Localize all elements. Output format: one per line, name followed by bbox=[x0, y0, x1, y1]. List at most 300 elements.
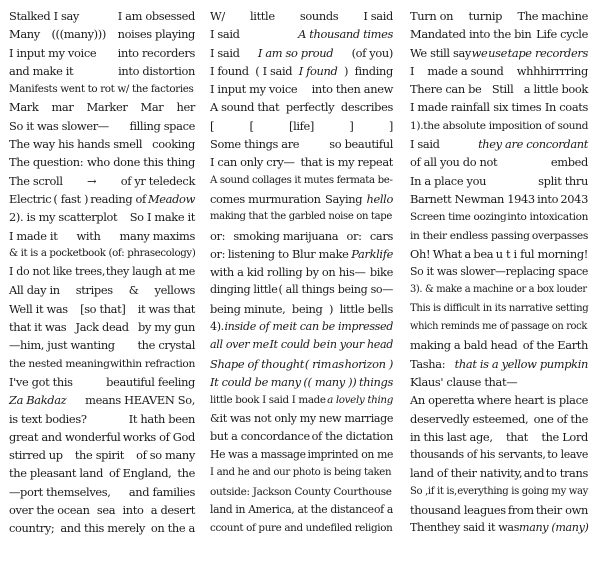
poem-fragment: → bbox=[87, 173, 97, 188]
poem-fragment: noises playing bbox=[117, 27, 195, 42]
poem-fragment: [ bbox=[210, 118, 215, 133]
poem-line bbox=[210, 117, 393, 135]
poem-fragment: I made it bbox=[9, 228, 58, 243]
poem-fragment: they are concordant bbox=[478, 137, 588, 152]
poem-line bbox=[210, 446, 393, 464]
poem-fragment: I found bbox=[298, 63, 338, 78]
poem-fragment: it was that bbox=[137, 301, 195, 316]
poem-fragment: into bbox=[122, 503, 144, 518]
poem-fragment: making that the garbled noise on tape bbox=[210, 211, 392, 223]
poem-fragment: So I make it bbox=[129, 210, 195, 225]
poem-fragment: and this merely bbox=[60, 521, 145, 536]
poem-fragment: a lovely thing bbox=[327, 394, 393, 407]
poem-line bbox=[410, 464, 588, 482]
poem-line bbox=[210, 135, 393, 153]
poem-fragment: Well it was bbox=[9, 301, 68, 316]
poem-fragment: works of God bbox=[122, 429, 195, 444]
poem-fragment: over the ocean bbox=[9, 503, 90, 518]
poem-fragment: Some things are bbox=[210, 137, 300, 152]
poem-fragment: they laugh at me bbox=[105, 265, 195, 279]
poem-fragment: on the a bbox=[150, 521, 195, 536]
poem-line bbox=[9, 263, 195, 281]
poem-fragment: A thousand times bbox=[298, 27, 393, 42]
poem-fragment: ( I said bbox=[255, 63, 293, 78]
poem-fragment: so beautiful bbox=[329, 137, 393, 152]
poem-line bbox=[410, 98, 588, 116]
poem-line bbox=[9, 25, 195, 43]
poem-line bbox=[210, 153, 393, 171]
poem-line bbox=[9, 44, 195, 62]
poem-fragment: Meadow bbox=[147, 191, 195, 206]
poem-fragment: of a bbox=[374, 503, 393, 517]
poem-line bbox=[210, 245, 393, 263]
poem-fragment: by my gun bbox=[137, 320, 195, 335]
poem-line bbox=[210, 208, 393, 226]
poem-line bbox=[210, 44, 393, 62]
poem-fragment: ] bbox=[349, 118, 354, 133]
poem-fragment: who done this thing bbox=[87, 155, 195, 170]
poem-line bbox=[9, 519, 195, 537]
poem-fragment: ccount of pure and undefiled religion bbox=[210, 522, 393, 535]
poem-fragment: I made rainfall bbox=[410, 100, 490, 115]
poem-fragment: stirred up bbox=[9, 448, 63, 463]
poem-fragment: many maxims bbox=[119, 228, 195, 243]
poem-line bbox=[210, 519, 393, 537]
poem-fragment: W/ bbox=[210, 9, 225, 23]
poem-line bbox=[9, 208, 195, 226]
poem-fragment: Oh! bbox=[410, 246, 431, 261]
poem-fragment: Shape of thought bbox=[210, 356, 304, 371]
poem-line bbox=[9, 391, 195, 409]
poem-line bbox=[9, 318, 195, 336]
poem-fragment: ( all things being so— bbox=[278, 283, 393, 297]
poem-line bbox=[9, 227, 195, 245]
poem-line bbox=[410, 373, 588, 391]
poem-line bbox=[210, 318, 393, 336]
poem-fragment: The way his hands smell bbox=[9, 137, 143, 152]
poem-fragment: their own bbox=[535, 503, 588, 518]
poem-line bbox=[210, 355, 393, 373]
poem-fragment: The scroll bbox=[9, 173, 63, 188]
poem-fragment: to trans bbox=[545, 466, 588, 481]
poem-line bbox=[410, 519, 588, 537]
poem-fragment: it can be impressed bbox=[289, 320, 393, 334]
poem-fragment: and bbox=[523, 466, 545, 481]
poem-line bbox=[410, 25, 588, 43]
poem-fragment: they said it was bbox=[436, 521, 520, 535]
poem-fragment: listening to Blur make bbox=[227, 246, 349, 261]
poem-fragment: of so many bbox=[136, 448, 195, 463]
poem-fragment: of the dictation bbox=[311, 429, 393, 443]
poem-fragment: Turn on bbox=[410, 9, 454, 23]
poem-line bbox=[210, 428, 393, 446]
poem-line bbox=[9, 483, 195, 501]
poem-line bbox=[9, 428, 195, 446]
poem-line bbox=[210, 410, 393, 428]
poem-fragment: the Lord bbox=[541, 429, 588, 444]
poem-fragment: ( fast ) bbox=[53, 191, 89, 206]
poem-fragment: a desert bbox=[150, 503, 195, 518]
poem-fragment: bea bbox=[473, 246, 494, 261]
poem-fragment: the nested meaning bbox=[9, 356, 110, 370]
poem-line bbox=[210, 172, 393, 190]
poem-line bbox=[410, 501, 588, 519]
poem-line bbox=[210, 227, 393, 245]
poem-fragment: I found bbox=[210, 63, 249, 78]
poem-line bbox=[410, 355, 588, 373]
poem-fragment: it was not only my new marriage bbox=[219, 411, 394, 425]
poem-fragment: & it is a pocketbook (of: phrasecology) bbox=[9, 247, 196, 259]
poem-fragment: Stalked I say bbox=[9, 9, 80, 23]
poem-fragment: of England, bbox=[108, 466, 172, 481]
poem-fragment: that it was bbox=[9, 320, 67, 335]
poem-line bbox=[210, 391, 393, 409]
poem-line bbox=[410, 336, 588, 354]
poem-fragment: finding bbox=[354, 63, 393, 78]
poem-fragment: is text bodies? bbox=[9, 411, 87, 426]
poem-fragment: In coats bbox=[544, 100, 588, 115]
poem-line bbox=[410, 428, 588, 446]
poem-fragment: Mar bbox=[140, 100, 164, 115]
poem-line bbox=[410, 263, 588, 281]
poem-fragment: It could be bbox=[269, 338, 326, 352]
poem-fragment: Then bbox=[410, 521, 437, 535]
poem-fragment: split thru bbox=[538, 173, 588, 188]
poem-fragment: hello bbox=[366, 191, 393, 206]
poem-fragment: Marker bbox=[86, 100, 128, 115]
poem-fragment: into distortion bbox=[118, 63, 195, 78]
poem-fragment: So it was slower— bbox=[9, 118, 109, 133]
poem-fragment: There can be bbox=[410, 82, 482, 97]
poem-fragment: to leave bbox=[547, 448, 588, 462]
poem-fragment: use bbox=[488, 45, 507, 60]
poem-line bbox=[9, 80, 195, 98]
poem-fragment: I am so proud bbox=[257, 45, 334, 60]
poem-fragment: being bbox=[291, 301, 323, 316]
poem-line bbox=[210, 263, 393, 281]
poem-fragment: He was a massage bbox=[210, 448, 306, 462]
poem-fragment: comes murmuration bbox=[210, 191, 321, 206]
poem-fragment: imprinted on me bbox=[307, 448, 393, 462]
poem-fragment: 4). bbox=[210, 320, 224, 334]
poem-fragment: (((many))) bbox=[51, 27, 106, 42]
poem-fragment: the crystal bbox=[137, 338, 195, 353]
poem-fragment: A sound collages it mutes fermata be- bbox=[210, 174, 393, 186]
poem-fragment: of yr teledeck bbox=[120, 173, 195, 188]
poem-fragment: 3). & make a machine or a box louder bbox=[410, 284, 587, 296]
poem-line bbox=[410, 227, 588, 245]
poem-line bbox=[9, 135, 195, 153]
poem-line bbox=[410, 318, 588, 336]
poem-line bbox=[9, 7, 195, 25]
poem-fragment: that bbox=[506, 429, 528, 444]
poem-fragment: filling space bbox=[129, 118, 195, 133]
poem-fragment: It hath been bbox=[128, 411, 195, 426]
poem-fragment: I can only cry— bbox=[210, 155, 295, 170]
poem-fragment: the pleasant land bbox=[9, 466, 104, 481]
poem-fragment: in their endless passing bbox=[410, 228, 530, 242]
poem-fragment: I do not like trees, bbox=[9, 265, 106, 279]
poem-fragment: thousands of his servants, bbox=[410, 448, 546, 462]
poem-fragment: with a kid rolling by on his— bbox=[210, 265, 366, 280]
poem-fragment: but a concordance bbox=[210, 429, 310, 443]
poem-fragment: Screen time oozing bbox=[410, 211, 507, 224]
poem-line bbox=[210, 501, 393, 519]
poem-fragment: into bbox=[537, 191, 559, 206]
poem-fragment: into then anew bbox=[311, 82, 393, 97]
poem-fragment: Saying bbox=[324, 191, 363, 206]
poem-fragment: many (many) bbox=[519, 521, 589, 535]
poem-column-2 bbox=[210, 7, 393, 538]
poem-fragment: I said bbox=[210, 27, 240, 42]
poem-fragment: What bbox=[432, 246, 462, 261]
poem-line bbox=[210, 25, 393, 43]
poem-fragment: little bells bbox=[339, 301, 393, 316]
poem-fragment: sea bbox=[96, 503, 116, 518]
poem-line bbox=[9, 62, 195, 80]
poem-line bbox=[410, 135, 588, 153]
poem-fragment: (of you) bbox=[351, 45, 393, 60]
poem-line bbox=[9, 373, 195, 391]
poem-fragment: or: bbox=[346, 228, 362, 243]
poem-fragment: I said bbox=[410, 137, 440, 152]
poem-fragment: her bbox=[176, 100, 195, 115]
poem-fragment: thousand leagues bbox=[410, 503, 506, 518]
poem-fragment: Life cycle bbox=[536, 27, 588, 42]
poem-fragment: into recorders bbox=[117, 45, 195, 60]
poem-fragment: I input my voice bbox=[210, 82, 298, 97]
poem-line bbox=[210, 373, 393, 391]
poem-fragment: u t i ful morning! bbox=[495, 246, 588, 261]
poem-line bbox=[210, 336, 393, 354]
poem-fragment: that is a yellow pumpkin bbox=[454, 356, 588, 371]
poem-fragment: overpasses bbox=[531, 228, 588, 242]
poem-line bbox=[9, 464, 195, 482]
poem-fragment: within refraction bbox=[110, 356, 195, 370]
poem-fragment: being minute, bbox=[210, 301, 286, 316]
poem-fragment: Many bbox=[9, 27, 40, 42]
poem-fragment: with bbox=[76, 228, 101, 243]
poem-fragment: sounds bbox=[299, 9, 339, 23]
poem-line bbox=[410, 208, 588, 226]
poem-fragment: one of the bbox=[533, 411, 588, 426]
poem-fragment: that is my repeat bbox=[300, 155, 393, 170]
poem-fragment: the spirit bbox=[74, 448, 125, 463]
poem-line bbox=[9, 172, 195, 190]
poem-fragment: The machine bbox=[517, 9, 588, 23]
poem-line bbox=[410, 172, 588, 190]
poem-fragment: mar bbox=[51, 100, 74, 115]
poem-fragment: I and he and our photo is being taken bbox=[210, 467, 392, 479]
poem-fragment: 1). bbox=[410, 118, 424, 132]
poem-fragment: We still say bbox=[410, 45, 471, 60]
poem-fragment: embed bbox=[550, 155, 588, 170]
poem-fragment: things bbox=[359, 374, 393, 389]
poem-line bbox=[210, 190, 393, 208]
poem-line bbox=[410, 153, 588, 171]
poem-fragment: great and wonderful bbox=[9, 429, 121, 444]
poem-fragment: deservedly esteemed, bbox=[410, 411, 529, 426]
poem-line bbox=[9, 501, 195, 519]
poem-fragment: I said bbox=[363, 9, 393, 23]
poem-fragment: Electric bbox=[9, 191, 52, 206]
poem-fragment: of all you do not bbox=[410, 155, 498, 170]
poem-fragment: bike bbox=[369, 265, 393, 280]
poem-line bbox=[9, 153, 195, 171]
poem-line bbox=[9, 300, 195, 318]
poem-fragment: a bbox=[464, 246, 471, 261]
poem-fragment: So ,if it is, bbox=[410, 485, 457, 497]
poem-fragment: made a sound bbox=[427, 63, 504, 78]
poem-fragment: and families bbox=[128, 484, 195, 499]
poem-line bbox=[410, 44, 588, 62]
poem-fragment: I said bbox=[210, 45, 240, 60]
poem-line bbox=[9, 355, 195, 373]
poem-fragment: 2). is my scatterplot bbox=[9, 210, 118, 225]
poem-line bbox=[410, 190, 588, 208]
poem-fragment: A sound that bbox=[210, 100, 280, 115]
poem-fragment: replacing space bbox=[505, 265, 589, 279]
poem-fragment: I've got this bbox=[9, 374, 73, 389]
poem-fragment: An operetta bbox=[410, 393, 475, 408]
poem-line bbox=[410, 245, 588, 263]
poem-fragment: —him, just wanting bbox=[9, 338, 115, 353]
poem-fragment: little book I said I made bbox=[210, 394, 326, 407]
poem-fragment: Barnett Newman 1943 bbox=[410, 191, 535, 206]
poem-fragment: many bbox=[270, 374, 301, 389]
poem-fragment: ] bbox=[388, 118, 393, 133]
poem-fragment: [ bbox=[249, 118, 254, 133]
poem-fragment: (( many )) bbox=[303, 374, 357, 389]
poem-line bbox=[9, 98, 195, 116]
poem-fragment: Parklife bbox=[351, 246, 393, 261]
poem-fragment: Mandated into the bin bbox=[410, 27, 532, 42]
poem-fragment: or: bbox=[210, 228, 226, 243]
poem-fragment: This is difficult in its narrative setting bbox=[410, 302, 589, 314]
poem-fragment: which reminds me of passage on rock bbox=[410, 321, 587, 333]
poem-line bbox=[410, 62, 588, 80]
poem-fragment: dinging little bbox=[210, 283, 278, 297]
poem-line bbox=[410, 117, 588, 135]
poem-fragment: So it was slower— bbox=[410, 265, 506, 279]
poem-fragment: and make it bbox=[9, 63, 74, 78]
poem-fragment: six times bbox=[493, 100, 542, 115]
poem-fragment: cars bbox=[369, 228, 393, 243]
poem-fragment: —port themselves, bbox=[9, 484, 111, 499]
poem-fragment: a little book bbox=[523, 82, 588, 97]
poem-line bbox=[9, 190, 195, 208]
poem-fragment: reading of bbox=[90, 191, 146, 206]
poem-line bbox=[410, 80, 588, 98]
poem-line bbox=[410, 281, 588, 299]
poem-fragment: All day in bbox=[9, 283, 60, 298]
poem-fragment: horizon ) bbox=[344, 356, 393, 371]
poem-fragment: perfectly bbox=[285, 100, 335, 115]
poem-fragment: smoking marijuana bbox=[233, 228, 339, 243]
poem-line bbox=[410, 7, 588, 25]
poem-line bbox=[9, 245, 195, 263]
poem-line bbox=[9, 446, 195, 464]
poem-fragment: into intoxication bbox=[507, 211, 588, 224]
poem-fragment: I am obsessed bbox=[117, 9, 195, 23]
poem-fragment: yellows bbox=[154, 283, 195, 298]
poem-fragment: from bbox=[507, 503, 534, 518]
poem-fragment: inside of me bbox=[224, 320, 289, 334]
poem-line bbox=[410, 300, 588, 318]
poem-fragment: ) bbox=[344, 63, 349, 78]
poem-line bbox=[210, 464, 393, 482]
poem-fragment: Za Bakdaz bbox=[9, 393, 67, 408]
poem-fragment: 2043 bbox=[560, 191, 588, 206]
poem-fragment: I bbox=[410, 63, 415, 78]
poem-fragment: In a place you bbox=[410, 173, 487, 188]
poem-fragment: of the Earth bbox=[522, 338, 588, 353]
poem-fragment: the bbox=[177, 466, 195, 481]
poem-fragment: [so that] bbox=[80, 301, 126, 316]
poem-fragment: cooking bbox=[152, 137, 195, 152]
poem-line bbox=[410, 391, 588, 409]
poem-fragment: as bbox=[331, 356, 344, 371]
poem-fragment: & bbox=[210, 411, 220, 425]
poem-fragment: tape recorders bbox=[507, 45, 588, 60]
poem-line bbox=[210, 300, 393, 318]
poem-fragment: stripes bbox=[75, 283, 113, 298]
poem-fragment: [life] bbox=[288, 118, 314, 133]
poem-fragment: means HEAVEN So, bbox=[85, 393, 195, 408]
poem-fragment: in your head bbox=[326, 338, 393, 352]
poem-line bbox=[9, 281, 195, 299]
poem-fragment: Mark bbox=[9, 100, 39, 115]
poem-fragment: Manifests went to rot w/ the factories bbox=[9, 83, 194, 96]
poem-line bbox=[9, 336, 195, 354]
poem-line bbox=[210, 80, 393, 98]
poem-fragment: Klaus' clause that— bbox=[410, 374, 518, 389]
poem-fragment: I input my voice bbox=[9, 45, 97, 60]
poem-line bbox=[210, 98, 393, 116]
poem-fragment: Still bbox=[491, 82, 514, 97]
poem-fragment: The question: bbox=[9, 155, 84, 170]
poem-fragment: country; bbox=[9, 521, 55, 536]
poem-line bbox=[210, 7, 393, 25]
poem-fragment: ( rim bbox=[304, 356, 332, 371]
poem-fragment: little bbox=[249, 9, 275, 23]
poem-fragment: ) bbox=[328, 301, 334, 316]
poem-line bbox=[410, 410, 588, 428]
poem-fragment: turnip bbox=[468, 9, 503, 23]
poem-fragment: & bbox=[128, 283, 139, 298]
poem-fragment: making a bald head bbox=[410, 338, 518, 353]
poem-line bbox=[9, 117, 195, 135]
poem-fragment: we bbox=[471, 45, 488, 60]
poem-fragment: all over me bbox=[210, 338, 269, 352]
poem-fragment: where heart is place bbox=[476, 393, 588, 408]
poem-line bbox=[9, 410, 195, 428]
poem-fragment: whhhirrrring bbox=[516, 63, 588, 78]
poem-fragment: Tasha: bbox=[410, 356, 446, 371]
poem-fragment: beautiful feeling bbox=[106, 374, 195, 389]
poem-line bbox=[410, 446, 588, 464]
poem-fragment: It could be bbox=[210, 374, 269, 389]
poem-fragment: outside: Jackson County Courthouse bbox=[210, 485, 392, 498]
poem-line bbox=[210, 62, 393, 80]
poem-line bbox=[410, 483, 588, 501]
poem-column-3 bbox=[410, 7, 588, 538]
poem-fragment: land in America, at the distance bbox=[210, 503, 374, 517]
poem-fragment: Jack dead bbox=[75, 320, 129, 335]
poem-line bbox=[210, 483, 393, 501]
poem-fragment: land of their nativity, bbox=[410, 466, 523, 481]
poem-fragment: everything is going my way bbox=[457, 485, 588, 497]
